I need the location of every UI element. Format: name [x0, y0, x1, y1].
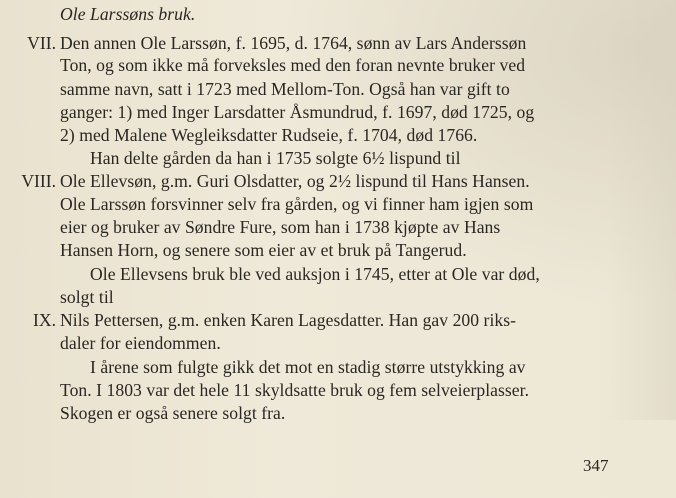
page-number: 347 — [583, 456, 609, 475]
closing-line-3: Skogen er også senere solgt fra. — [60, 403, 286, 423]
entry-viii-line-3: eier og bruker av Søndre Fure, som han i 1738 kjøpte av Hans — [60, 217, 501, 237]
entry-numeral-ix: IX. — [33, 310, 56, 330]
entry-numeral-vii: VII. — [27, 33, 56, 53]
closing-line-2: Ton. I 1803 var det hele 11 skyldsatte bruk og fem selveierplasser. — [60, 380, 530, 400]
entry-vii-line-5: 2) med Malene Wegleiksdatter Rudseie, f. 1704, død 1766. — [60, 125, 478, 145]
entry-viii-line-1: Ole Ellevsøn, g.m. Guri Olsdatter, og 2½ lispund til Hans Hansen. — [60, 171, 530, 191]
entry-viii-line-4: Hansen Horn, og senere som eier av et bruk på Tangerud. — [60, 240, 467, 260]
bleed-through-shadow — [606, 0, 676, 420]
section-heading: Ole Larssøns bruk. — [60, 4, 196, 24]
entry-numeral-viii: VIII. — [21, 171, 56, 191]
entry-ix-line-2: daler for eiendommen. — [60, 333, 221, 353]
entry-vii-line-1: Den annen Ole Larssøn, f. 1695, d. 1764, sønn av Lars Anderssøn — [60, 33, 527, 53]
entry-viii-line-2: Ole Larssøn forsvinner selv fra gården, og vi finner ham igjen som — [60, 194, 534, 214]
closing-line-1: I årene som fulgte gikk det mot en stadig større utstykking av — [90, 357, 526, 377]
paragraph-after-vii: Han delte gården da han i 1735 solgte 6½ lispund til — [90, 148, 461, 168]
entry-ix-line-1: Nils Pettersen, g.m. enken Karen Lagesdatter. Han gav 200 riks- — [60, 310, 517, 330]
entry-vii-line-4: ganger: 1) med Inger Larsdatter Åsmundrud, f. 1697, død 1725, og — [60, 102, 535, 122]
entry-vii-line-3: samme navn, satt i 1723 med Mellom-Ton. Også han var gift to — [60, 79, 510, 99]
paragraph-after-viii-line-1: Ole Ellevsens bruk ble ved auksjon i 1745, etter at Ole var død, — [90, 264, 540, 284]
paragraph-after-viii-line-2: solgt til — [60, 287, 114, 307]
entry-vii-line-2: Ton, og som ikke må forveksles med den foran nevnte bruker ved — [60, 55, 526, 75]
